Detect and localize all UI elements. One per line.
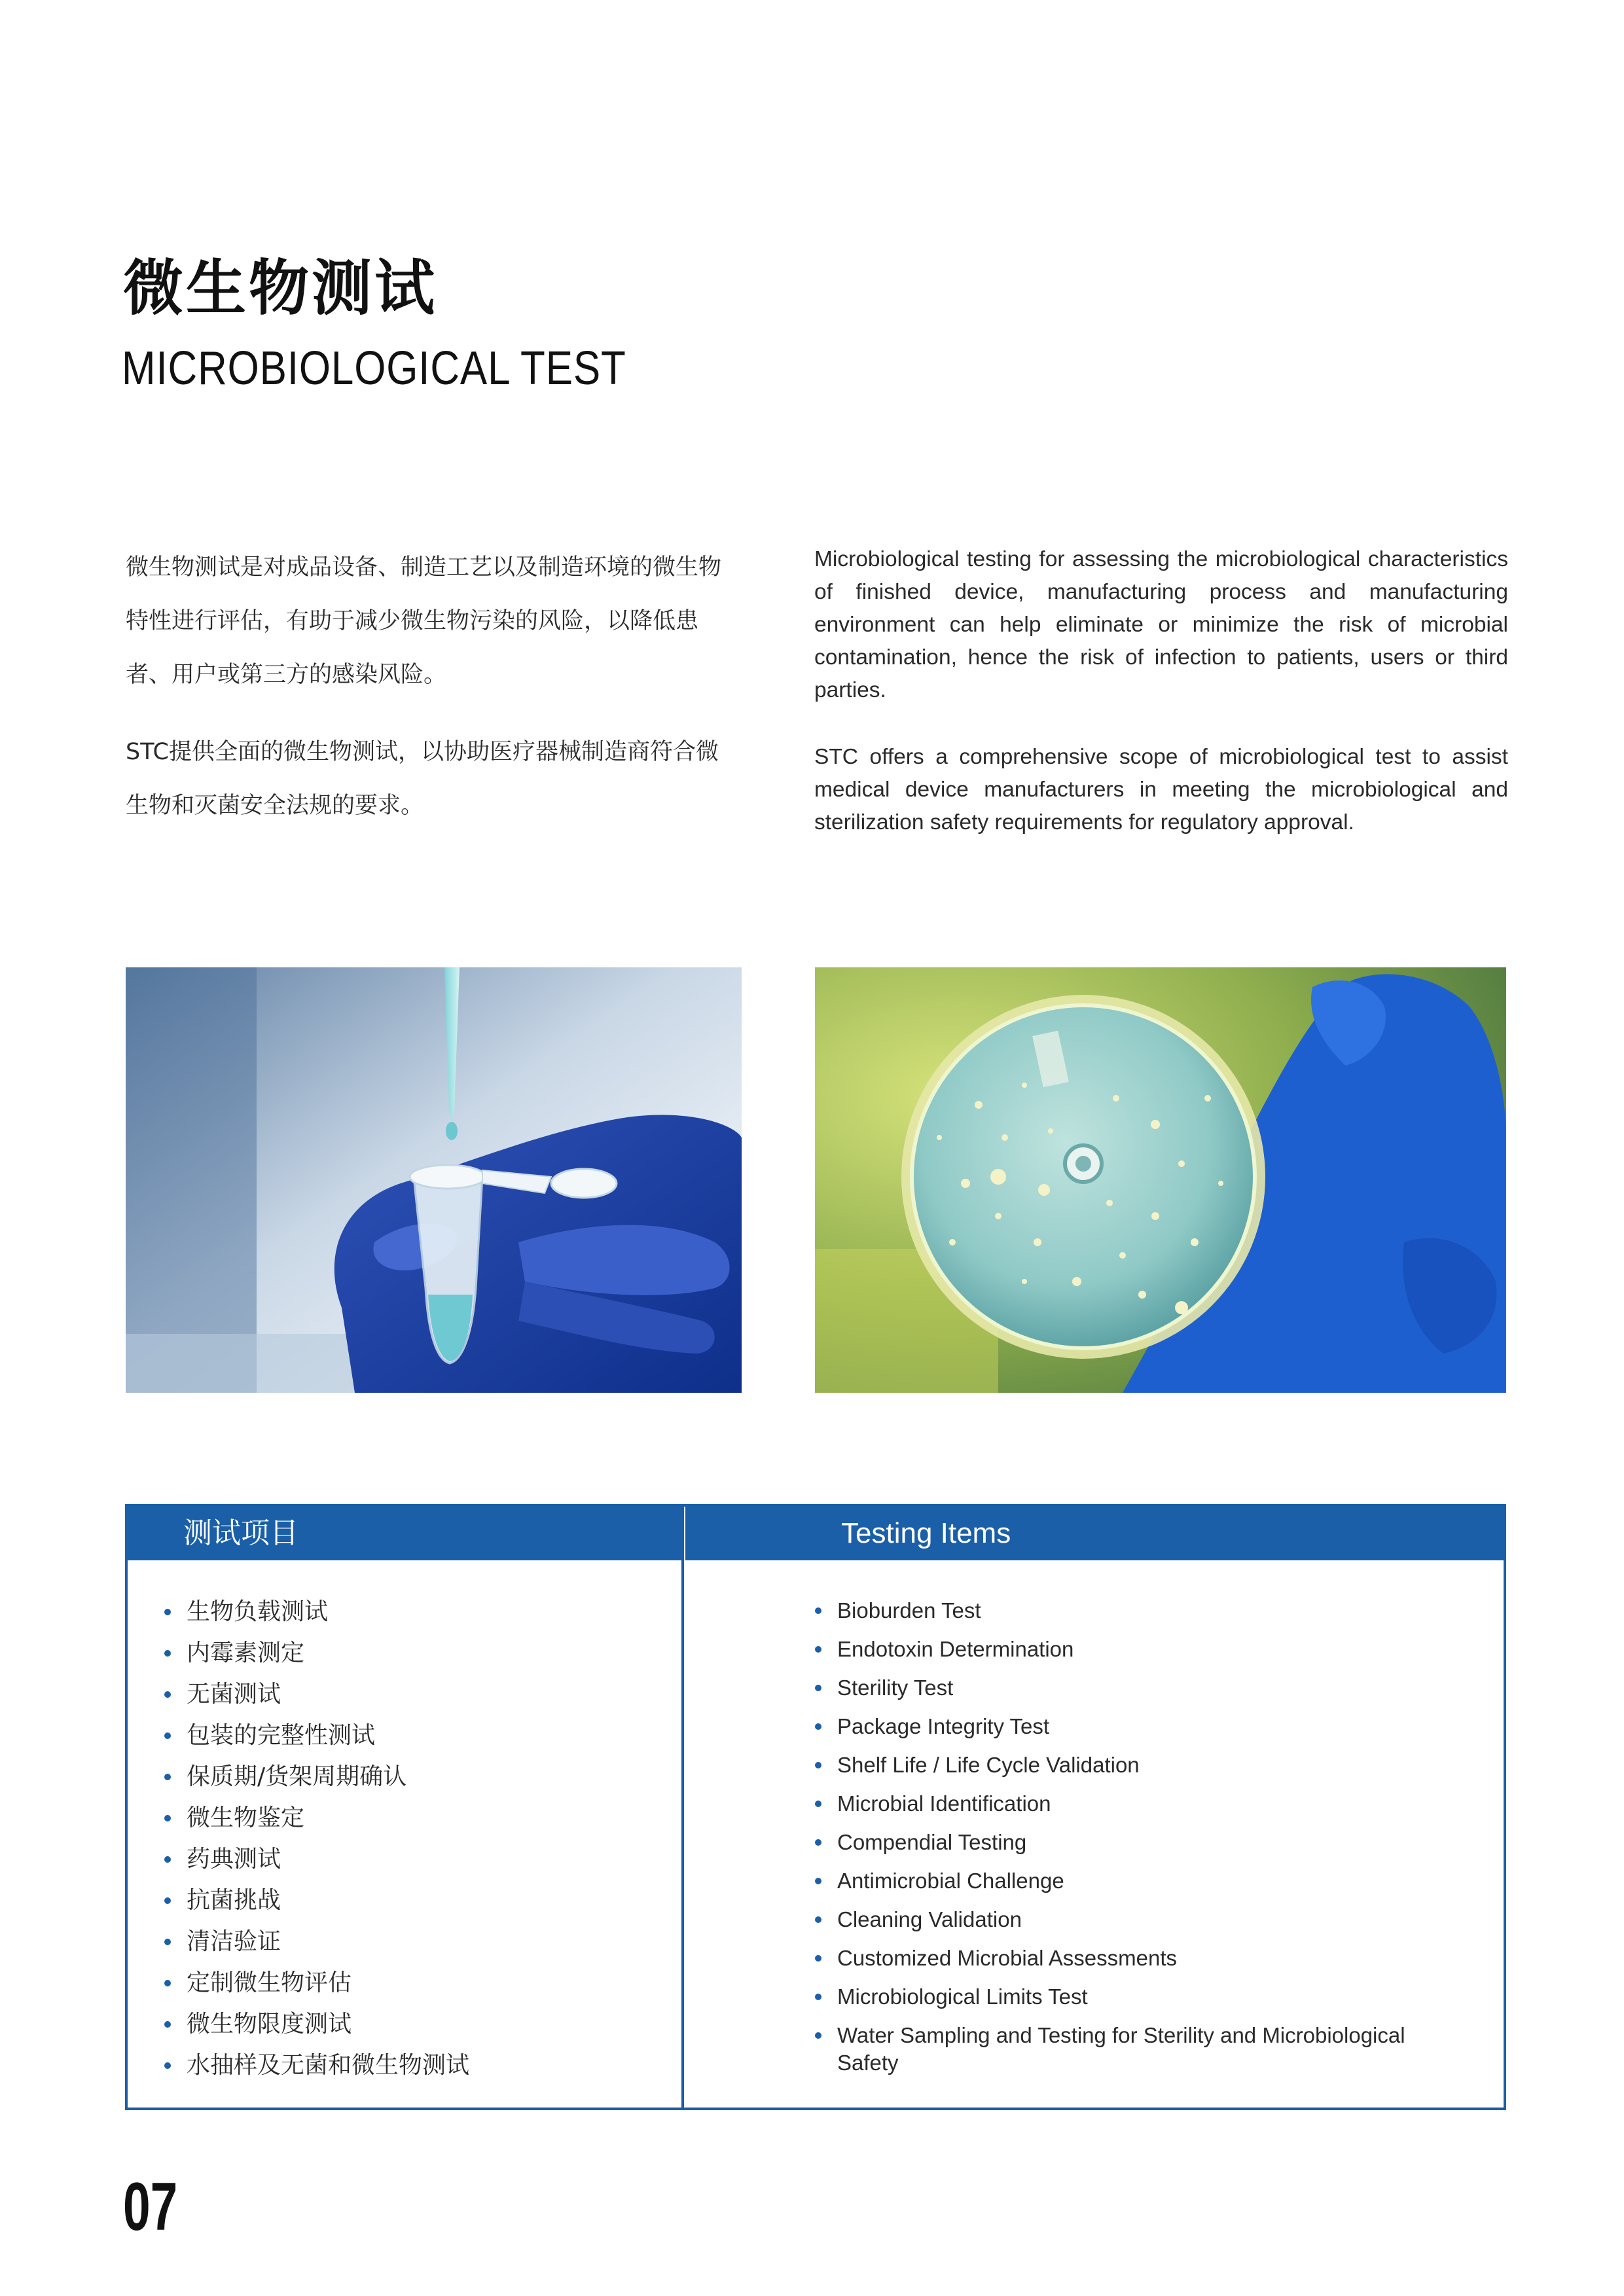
testing-items-list-cn	[164, 1596, 662, 2090]
list-item: 包装的完整性测试	[164, 1719, 662, 1761]
list-item: 药典测试	[164, 1843, 662, 1884]
list-item: 生物负载测试	[164, 1596, 662, 1637]
list-item: Shelf Life / Life Cycle Validation	[815, 1751, 1470, 1779]
list-item: 抗菌挑战	[164, 1884, 662, 1926]
pipette-tube-illustration	[126, 967, 742, 1393]
column-divider	[681, 1507, 684, 2108]
list-item: 水抽样及无菌和微生物测试	[164, 2049, 662, 2090]
page-number: 07	[123, 2169, 178, 2245]
list-item: Antimicrobial Challenge	[815, 1867, 1470, 1895]
list-item: 定制微生物评估	[164, 1967, 662, 2008]
list-item: Microbial Identification	[815, 1790, 1470, 1818]
list-item: Microbiological Limits Test	[815, 1983, 1470, 2011]
list-item: 内霉素测定	[164, 1637, 662, 1678]
testing-items-table	[125, 1504, 1506, 2110]
list-item: 清洁验证	[164, 1926, 662, 1967]
petri-dish-illustration	[815, 967, 1506, 1393]
list-item: 无菌测试	[164, 1678, 662, 1719]
list-item: Cleaning Validation	[815, 1906, 1470, 1933]
intro-en-paragraph-1: Microbiological testing for assessing the microbiological characteristics of finished device, manufacturing process and manufacturing environment can help eliminate or minimize the risk of microbial contamination, hence the risk of infection to patients, users or third parties.	[814, 547, 1508, 702]
intro-cn-paragraph-1: 微生物测试是对成品设备、制造工艺以及制造环境的微生物特性进行评估，有助于减少微生物污染的风险，以降低患者、用户或第三方的感染风险。	[126, 554, 722, 688]
petri-dish-photo	[815, 967, 1506, 1393]
table-header	[128, 1507, 1504, 1560]
list-item: 微生物限度测试	[164, 2008, 662, 2049]
page-title-en: MICROBIOLOGICAL TEST	[122, 342, 626, 395]
intro-cn-paragraph-2: STC提供全面的微生物测试，以协助医疗器械制造商符合微生物和灭菌安全法规的要求。	[126, 739, 719, 819]
page-title-cn: 微生物测试	[123, 253, 438, 323]
list-item: Compendial Testing	[815, 1829, 1470, 1856]
header-testing-items-cn: 测试项目	[183, 1516, 298, 1550]
list-item: Endotoxin Determination	[815, 1636, 1470, 1663]
intro-en-paragraph-2: STC offers a comprehensive scope of microbiological test to assist medical device manufacturers in meeting the microbiological and sterilization safety requirements for regulatory approval.	[814, 745, 1508, 834]
list-item: Package Integrity Test	[815, 1713, 1470, 1740]
list-item: 微生物鉴定	[164, 1802, 662, 1843]
list-item: 保质期/货架周期确认	[164, 1761, 662, 1802]
pipette-tube-photo	[126, 967, 742, 1393]
list-item: Sterility Test	[815, 1674, 1470, 1702]
list-item: Bioburden Test	[815, 1597, 1470, 1624]
testing-items-list-en	[815, 1597, 1470, 2088]
list-item: Customized Microbial Assessments	[815, 1945, 1470, 1972]
list-item: Water Sampling and Testing for Sterility and Microbiological Safety	[815, 2022, 1470, 2077]
header-testing-items-en: Testing Items	[841, 1517, 1011, 1549]
